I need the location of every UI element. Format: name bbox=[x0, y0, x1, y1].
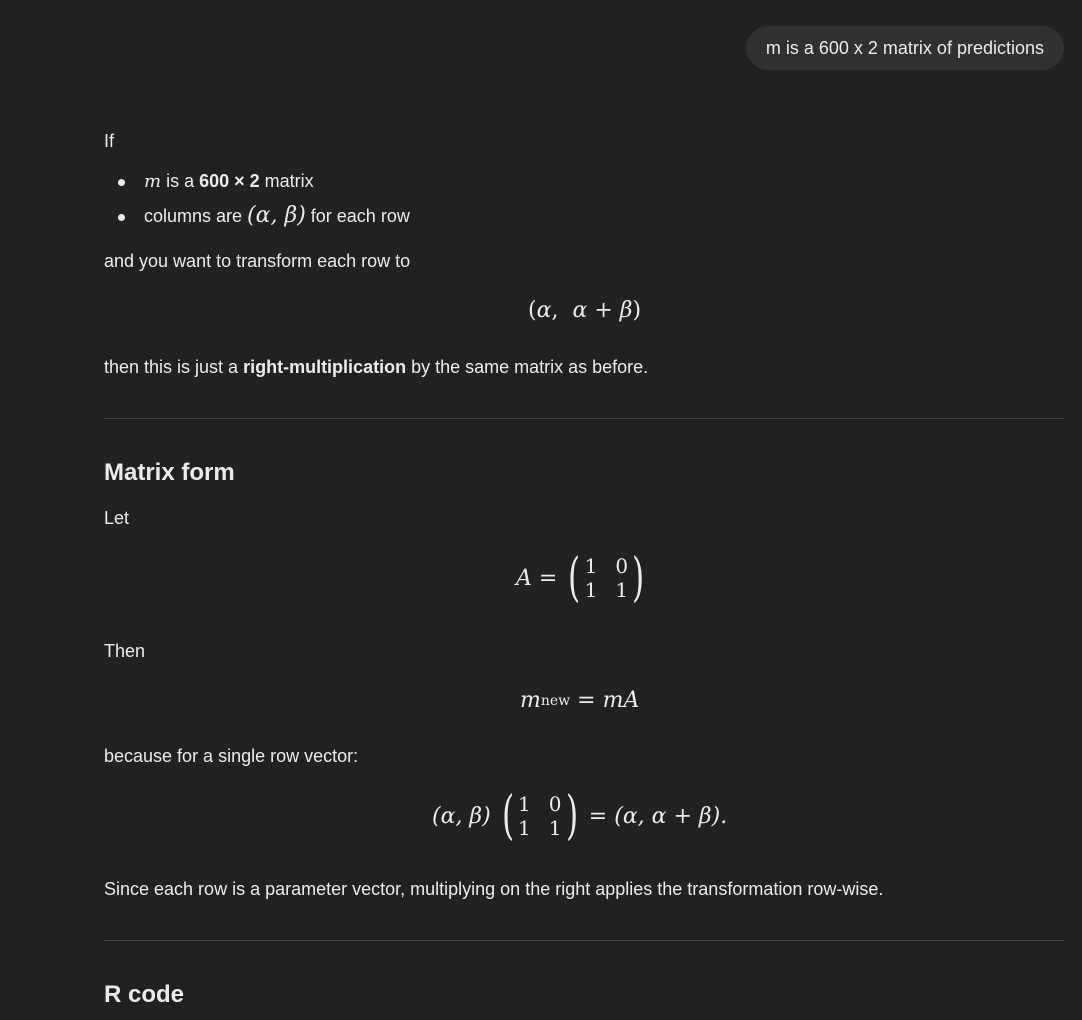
section-heading-r-code: R code bbox=[104, 981, 185, 1008]
mnew-equation bbox=[520, 688, 639, 713]
math-symbol: ) bbox=[632, 298, 642, 323]
transform-text: and you want to transform each row to bbox=[104, 251, 411, 271]
bullet-text: columns are bbox=[144, 206, 248, 226]
bullet-item bbox=[104, 168, 410, 203]
math-symbol: , bbox=[551, 298, 559, 323]
then-text bbox=[104, 355, 648, 379]
math-symbol: m bbox=[520, 688, 541, 713]
then-text-bold: right-multiplication bbox=[243, 357, 407, 377]
section-heading-matrix-form: Matrix form bbox=[104, 459, 235, 486]
bullet-text: matrix bbox=[259, 171, 314, 191]
then-text-part: by the same matrix as before. bbox=[406, 357, 649, 377]
math-symbol: β bbox=[619, 298, 633, 323]
left-paren: ( bbox=[568, 548, 581, 608]
intro-text: If bbox=[104, 131, 115, 151]
matrix-cell: 0 bbox=[615, 554, 629, 578]
math-symbol: (α, α + β). bbox=[614, 803, 728, 829]
math-symbol: (α, β) bbox=[432, 803, 491, 829]
matrix-cell: 0 bbox=[548, 792, 562, 816]
matrix-cell: 1 bbox=[548, 816, 562, 840]
matrix-grid bbox=[518, 792, 561, 840]
math-symbol: α bbox=[572, 298, 588, 323]
matrix-cell: 1 bbox=[518, 816, 531, 840]
matrix-cell: 1 bbox=[615, 578, 629, 602]
right-paren: ) bbox=[565, 786, 578, 846]
matrix-grid bbox=[585, 554, 628, 602]
math-alpha-beta: (α, β) bbox=[247, 203, 306, 228]
since-text: Since each row is a parameter vector, multiplying on the right applies the transformation row-wise. bbox=[104, 879, 884, 899]
matrix-cell: 1 bbox=[518, 792, 531, 816]
math-subscript: new bbox=[540, 692, 571, 709]
matrix-a-equation bbox=[516, 548, 648, 608]
let-text: Let bbox=[104, 508, 130, 528]
math-symbol: mA bbox=[602, 688, 640, 713]
because-text: because for a single row vector: bbox=[104, 746, 359, 766]
math-var-m: m bbox=[144, 171, 162, 192]
bullet-text: for each row bbox=[305, 206, 410, 226]
math-symbol: + bbox=[594, 298, 613, 323]
bullet-list bbox=[104, 168, 410, 238]
left-paren: ( bbox=[501, 786, 514, 846]
matrix-cell: 1 bbox=[584, 554, 598, 578]
math-symbol: = bbox=[588, 803, 608, 829]
matrix-cell: 1 bbox=[584, 578, 598, 602]
math-symbol: = bbox=[538, 565, 558, 591]
math-symbol: ( bbox=[528, 298, 537, 323]
divider bbox=[104, 940, 1064, 941]
user-message-bubble: m is a 600 x 2 matrix of predictions bbox=[746, 26, 1064, 70]
target-equation bbox=[528, 298, 641, 323]
right-paren: ) bbox=[632, 548, 645, 608]
divider bbox=[104, 418, 1064, 419]
then-label: Then bbox=[104, 641, 146, 661]
then-text-part: then this is just a bbox=[104, 357, 244, 377]
math-symbol: A bbox=[516, 565, 532, 591]
bullet-item bbox=[104, 203, 410, 238]
math-symbol: = bbox=[577, 688, 596, 713]
bullet-bold: 600 × 2 bbox=[199, 171, 260, 191]
math-symbol: α bbox=[536, 298, 552, 323]
row-vector-equation bbox=[432, 786, 728, 846]
bullet-text: is a bbox=[161, 171, 200, 191]
